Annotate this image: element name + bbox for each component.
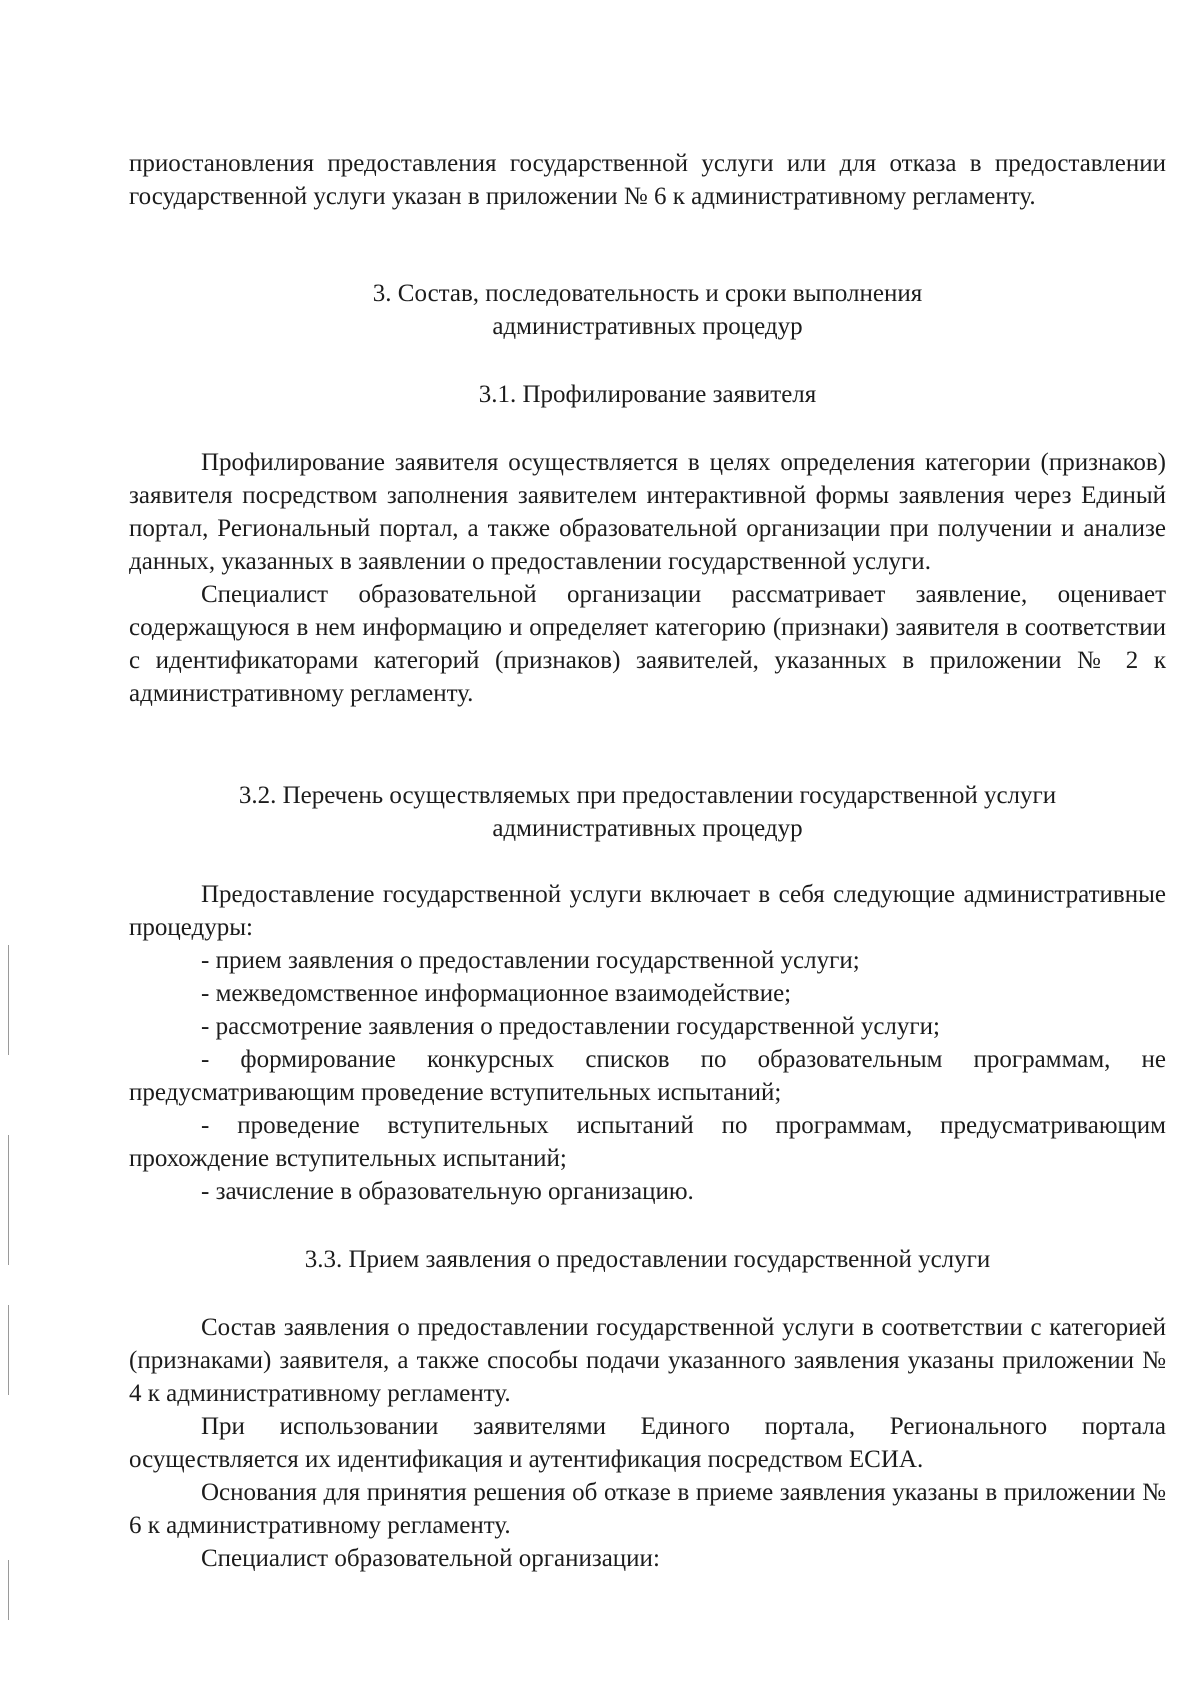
list-item: - формирование конкурсных списков по образовательным программам, не предусматривающим проведение вступительных испытаний; (129, 1046, 1166, 1106)
section-3-heading-line2: административных процедур (492, 313, 803, 340)
section-3-3-heading: 3.3. Прием заявления о предоставлении государственной услуги (304, 1246, 991, 1273)
list-item: - проведение вступительных испытаний по программам, предусматривающим прохождение вступительных испытаний; (129, 1112, 1166, 1172)
list-item: - зачисление в образовательную организацию. (201, 1178, 694, 1205)
scan-margin-mark (8, 1305, 9, 1395)
section-3-3-paragraph: Специалист образовательной организации: (201, 1545, 660, 1572)
section-3-1-heading: 3.1. Профилирование заявителя (478, 381, 817, 408)
section-3-3-paragraph: При использовании заявителями Единого портала, Регионального портала осуществляется их идентификация и аутентификация посредством ЕСИА. (129, 1413, 1166, 1473)
scan-margin-mark (8, 945, 9, 1055)
section-3-3-paragraph: Состав заявления о предоставлении государственной услуги в соответствии с категорией (признаками) заявителя, а также способы подачи указанного заявления указаны приложении № 4 к административному регламенту. (129, 1314, 1166, 1407)
list-item: - прием заявления о предоставлении государственной услуги; (201, 947, 860, 974)
intro-paragraph: приостановления предоставления государственной услуги или для отказа в предоставлении государственной услуги указан в приложении № 6 к административному регламенту. (129, 150, 1166, 210)
list-item: - межведомственное информационное взаимодействие; (201, 980, 792, 1007)
scan-margin-mark (8, 1135, 9, 1265)
section-3-2-heading-line2: административных процедур (492, 815, 803, 842)
section-3-2-heading-line1: 3.2. Перечень осуществляемых при предоставлении государственной услуги (238, 782, 1057, 809)
section-3-3-paragraph: Основания для принятия решения об отказе в приеме заявления указаны в приложении № 6 к административному регламенту. (129, 1479, 1166, 1539)
section-3-2-intro: Предоставление государственной услуги включает в себя следующие административные процедуры: (129, 881, 1166, 941)
section-3-1-paragraph: Специалист образовательной организации рассматривает заявление, оценивает содержащуюся в нем информацию и определяет категорию (признаки) заявителя в соответствии с идентификаторами категорий (признаков) заявителей, указанных в приложении № 2 к административному регламенту. (129, 581, 1166, 707)
section-3-heading-line1: 3. Состав, последовательность и сроки выполнения (372, 280, 923, 307)
list-item: - рассмотрение заявления о предоставлении государственной услуги; (201, 1013, 940, 1040)
section-3-1-paragraph: Профилирование заявителя осуществляется в целях определения категории (признаков) заявителя посредством заполнения заявителем интерактивной формы заявления через Единый портал, Региональный портал, а также образовательной организации при получении и анализе данных, указанных в заявлении о предоставлении государственной услуги. (129, 449, 1166, 575)
scan-margin-mark (8, 1560, 9, 1620)
